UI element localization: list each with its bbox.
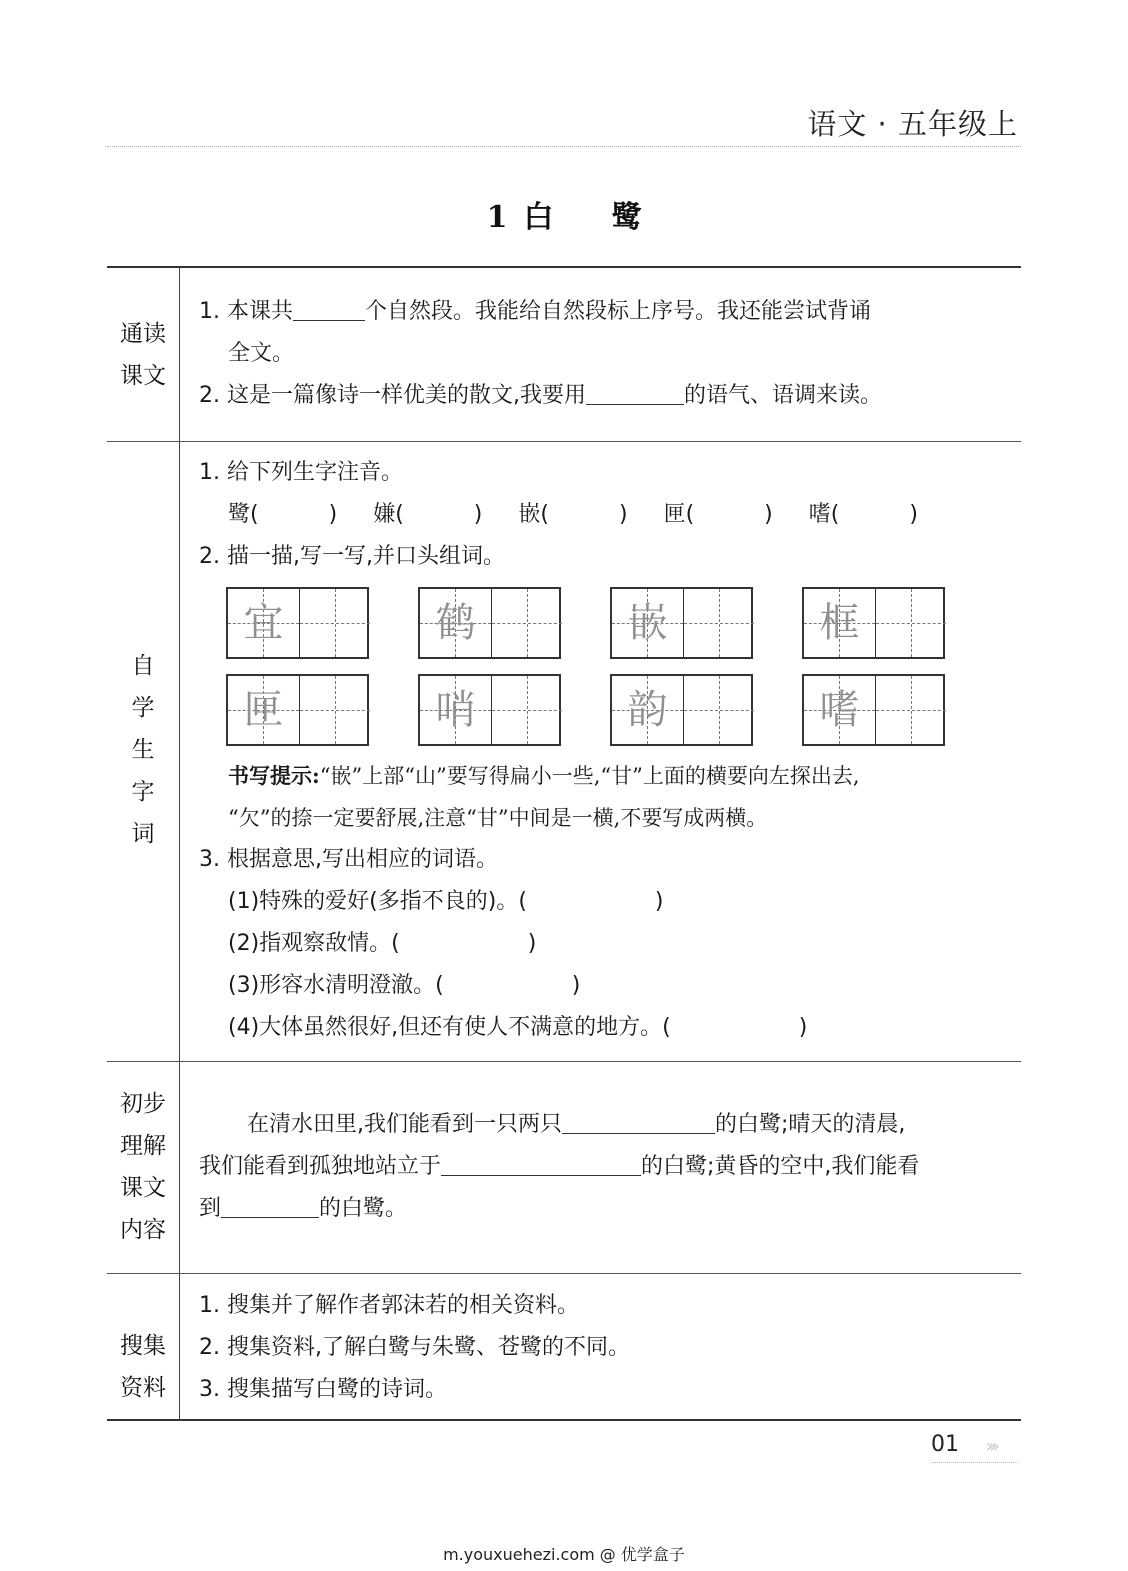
tracing-box[interactable]: [610, 674, 753, 746]
q3-item-2: (2)指观察敌情。( ): [228, 931, 537, 956]
writing-tip-line-2: “欠”的捺一定要舒展,注意“甘”中间是一横,不要写成两横。: [228, 806, 768, 830]
words-q3: 3. 根据意思,写出相应的词语。: [199, 847, 498, 872]
tracing-box[interactable]: [418, 587, 561, 659]
words-q2: 2. 描一描,写一写,并口头组词。: [199, 544, 505, 569]
tracing-char: 匣: [243, 687, 284, 733]
page-number-rule: [931, 1462, 1018, 1463]
answer-blank[interactable]: [221, 1192, 319, 1218]
lesson-number: 1: [486, 200, 508, 235]
answer-blank[interactable]: [586, 379, 684, 405]
tracing-char: 哨: [435, 687, 476, 733]
worksheet-table: [107, 266, 1021, 1421]
section-understand-content: [199, 1104, 1007, 1230]
section-label-collect: 搜集 资料: [120, 1333, 166, 1401]
understand-line-1: 在清水田里,我们能看到一只两只 的白鹭;晴天的清晨,: [199, 1104, 1007, 1146]
collect-item: 2. 搜集资料,了解白鹭与朱鹭、苍鹭的不同。: [199, 1335, 630, 1360]
footer-source: m.youxuehezi.com @ 优学盒子: [443, 1545, 685, 1564]
words-q1: 1. 给下列生字注音。: [199, 460, 403, 485]
page-number: 01: [931, 1432, 959, 1457]
tracing-box[interactable]: [802, 674, 945, 746]
pinyin-row: 鹭( ) 嫌( ) 嵌( ) 匣( ) 嗜( ): [228, 502, 918, 527]
collect-item: 1. 搜集并了解作者郭沫若的相关资料。: [199, 1293, 579, 1318]
tracing-box[interactable]: [226, 587, 369, 659]
tracing-char: 嗜: [819, 687, 860, 733]
answer-blank[interactable]: [293, 295, 365, 321]
understand-line-3: 到 的白鹭。: [199, 1188, 1007, 1230]
book-header-title: 语文 · 五年级上: [807, 107, 1018, 141]
q3-item-1: (1)特殊的爱好(多指不良的)。( ): [228, 889, 664, 914]
section-collect-content: [199, 1285, 1007, 1411]
row-divider: [107, 441, 1021, 442]
tracing-box[interactable]: [418, 674, 561, 746]
read-item-2: 2. 这是一篇像诗一样优美的散文,我要用 的语气、语调来读。: [199, 375, 1007, 417]
lesson-title: [0, 192, 1128, 236]
writing-tip-line-1: 书写提示:“嵌”上部“山”要写得扁小一些,“甘”上面的横要向左探出去,: [228, 763, 860, 788]
answer-blank[interactable]: [441, 1150, 641, 1176]
q3-item-3: (3)形容水清明澄澈。( ): [228, 973, 581, 998]
tracing-char: 框: [819, 600, 860, 646]
section-label-read: 通读 课文: [120, 321, 166, 389]
read-item-1-cont: 全文。: [228, 341, 295, 366]
char-grid-row-1: [226, 587, 945, 659]
tracing-box[interactable]: [610, 587, 753, 659]
row-divider: [107, 1273, 1021, 1274]
page-arrows-icon: ›››: [986, 1436, 996, 1457]
tracing-box[interactable]: [226, 674, 369, 746]
answer-blank[interactable]: [562, 1108, 715, 1134]
understand-line-2: 我们能看到孤独地站立于 的白鹭;黄昏的空中,我们能看: [199, 1146, 1007, 1188]
q3-item-4: (4)大体虽然很好,但还有使人不满意的地方。( ): [228, 1015, 808, 1040]
tracing-box[interactable]: [802, 587, 945, 659]
lesson-title-char-1: 白: [523, 200, 554, 235]
tracing-char: 宜: [243, 600, 284, 646]
section-words-bottom: [199, 755, 1007, 1049]
collect-item: 3. 搜集描写白鹭的诗词。: [199, 1377, 447, 1402]
section-label-words: 自 学 生 字 词: [131, 653, 155, 847]
header-divider: [107, 146, 1021, 147]
tracing-char: 嵌: [627, 600, 668, 646]
tracing-char: 鹤: [435, 600, 476, 646]
writing-tip-label: 书写提示:: [228, 763, 320, 788]
section-words-top: [199, 452, 1007, 578]
section-label-understand: 初步 理解 课文 内容: [120, 1091, 166, 1243]
tracing-char: 韵: [627, 687, 668, 733]
row-divider: [107, 1061, 1021, 1062]
lesson-title-char-2: 鹭: [611, 200, 642, 235]
read-item-1: 1. 本课共 个自然段。我能给自然段标上序号。我还能尝试背诵: [199, 291, 1007, 333]
section-read-content: [199, 291, 1007, 417]
char-grid-row-2: [226, 674, 945, 746]
